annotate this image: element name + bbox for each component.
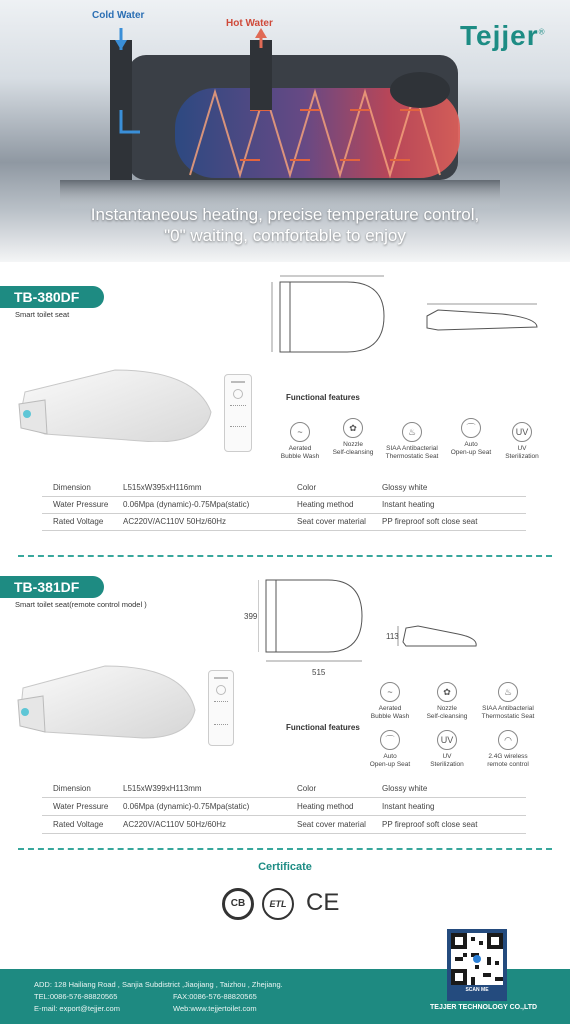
feature-nozzle-self-cleansing <box>324 418 382 457</box>
feature-line1: Aerated <box>378 705 402 712</box>
feature-uv-sterilization <box>493 422 551 461</box>
spec-label-dimension: Dimension <box>53 483 91 492</box>
scan-me-label: SCAN ME <box>465 987 489 993</box>
auto-open-icon: ⌒ <box>461 418 481 438</box>
feature-line1: Auto <box>464 441 478 448</box>
feature-line1: Aerated <box>288 445 312 452</box>
feature-nozzle-self-cleansing <box>418 682 476 721</box>
spec-value-dimension: L515xW395xH116mm <box>123 483 202 492</box>
feature-line1: SIAA Antibacterial <box>386 445 438 452</box>
cb-mark-icon <box>222 888 254 920</box>
etl-mark-text: ETL <box>269 899 287 909</box>
company-name: TEJJER TECHNOLOGY CO.,LTD <box>430 1004 538 1011</box>
tb380df-technical-drawing <box>262 272 557 362</box>
spec-value-dimension: L515xW399xH113mm <box>123 784 202 793</box>
spec-label-heating-method: Heating method <box>297 500 354 509</box>
brand-logo <box>460 20 546 52</box>
feature-thermostatic-seat <box>379 422 445 461</box>
dimension-width-label: 515 <box>312 668 326 677</box>
section-divider <box>18 848 552 850</box>
uv-icon: UV <box>512 422 532 442</box>
headline <box>0 204 570 246</box>
feature-line1: SIAA Antibacterial <box>482 705 534 712</box>
spec-divider <box>42 513 526 514</box>
nozzle-icon: ✿ <box>343 418 363 438</box>
aerated-bubble-icon: ~ <box>380 682 400 702</box>
spec-label-color: Color <box>297 784 317 793</box>
functional-features-title: Functional features <box>286 723 360 732</box>
feature-line2: Thermostatic Seat <box>385 453 439 460</box>
hot-water-label: Hot Water <box>226 18 273 29</box>
feature-aerated-bubble-wash <box>361 682 419 721</box>
spec-label-seat-cover: Seat cover material <box>297 517 366 526</box>
spec-value-heating-method: Instant heating <box>382 802 435 811</box>
spec-value-seat-cover: PP fireproof soft close seat <box>382 517 478 526</box>
tb380df-seat-image <box>15 362 215 442</box>
tb380df-control-panel <box>224 374 252 452</box>
aerated-bubble-icon: ~ <box>290 422 310 442</box>
footer-tel: TEL:0086-576-88820565 <box>34 992 118 1001</box>
spec-value-color: Glossy white <box>382 784 428 793</box>
headline-line-2: "0" waiting, comfortable to enjoy <box>164 226 406 245</box>
model-tag-tb380df: TB-380DF <box>0 286 104 308</box>
headline-line-1: Instantaneous heating, precise temperature control, <box>90 205 480 224</box>
spec-divider <box>42 530 526 531</box>
feature-line2: Sterilization <box>430 761 464 768</box>
feature-line2: Sterilization <box>505 453 539 460</box>
product-subtitle: Smart toilet seat <box>15 310 70 319</box>
spec-label-rated-voltage: Rated Voltage <box>53 517 104 526</box>
cb-mark-text: CB <box>230 898 246 909</box>
spec-divider <box>42 496 526 497</box>
footer-address: ADD: 128 Hailiang Road , Sanjia Subdistrict ,Jiaojiang , Taizhou , Zhejiang. <box>34 980 283 989</box>
spec-value-rated-voltage: AC220V/AC110V 50Hz/60Hz <box>123 517 227 526</box>
feature-line1: UV <box>442 753 452 760</box>
spec-label-dimension: Dimension <box>53 784 91 793</box>
spec-label-color: Color <box>297 483 317 492</box>
feature-uv-sterilization <box>418 730 476 769</box>
product-subtitle: Smart toilet seat(remote control model ) <box>15 600 147 609</box>
feature-thermostatic-seat <box>474 682 542 721</box>
footer-email[interactable]: E-mail: export@tejjer.com <box>34 1004 120 1013</box>
functional-features-title: Functional features <box>286 393 360 402</box>
footer-fax: FAX:0086-576-88820565 <box>173 992 257 1001</box>
registered-mark: ® <box>538 27 546 37</box>
spec-divider <box>42 833 526 834</box>
thermostat-icon: ♨ <box>402 422 422 442</box>
tb381df-remote-control <box>208 670 234 746</box>
feature-auto-open-seat <box>442 418 500 457</box>
spec-value-color: Glossy white <box>382 483 428 492</box>
feature-line2: Open-up Seat <box>369 761 411 768</box>
thermostat-icon: ♨ <box>498 682 518 702</box>
auto-open-icon: ⌒ <box>380 730 400 750</box>
brand-name: Tejjer <box>460 20 539 51</box>
feature-line1: Nozzle <box>343 441 363 448</box>
spec-divider <box>42 797 526 798</box>
feature-line2: Thermostatic Seat <box>481 713 535 720</box>
dimension-height-label: 399 <box>244 612 258 621</box>
cold-water-label: Cold Water <box>92 10 145 21</box>
feature-line1: 2.4G wireless <box>488 753 528 760</box>
qr-code[interactable] <box>451 933 503 985</box>
model-tag-tb381df: TB-381DF <box>0 576 104 598</box>
spec-value-seat-cover: PP fireproof soft close seat <box>382 820 478 829</box>
nozzle-icon: ✿ <box>437 682 457 702</box>
feature-line2: Bubble Wash <box>280 453 320 460</box>
spec-value-water-pressure: 0.06Mpa (dynamic)-0.75Mpa(static) <box>123 500 250 509</box>
feature-aerated-bubble-wash <box>271 422 329 461</box>
spec-value-rated-voltage: AC220V/AC110V 50Hz/60Hz <box>123 820 227 829</box>
feature-line2: Open-up Seat <box>450 449 492 456</box>
wireless-icon: ◠ <box>498 730 518 750</box>
spec-value-water-pressure: 0.06Mpa (dynamic)-0.75Mpa(static) <box>123 802 250 811</box>
spec-divider <box>42 815 526 816</box>
feature-auto-open-seat <box>361 730 419 769</box>
tb381df-seat-image <box>15 660 200 740</box>
dimension-side-label: 113 <box>386 632 399 641</box>
ce-mark-icon: CE <box>306 889 340 916</box>
feature-line2: Self-cleansing <box>332 449 374 456</box>
uv-icon: UV <box>437 730 457 750</box>
hero-banner <box>0 0 570 262</box>
feature-line2: remote control <box>487 761 529 768</box>
tb381df-technical-drawing <box>258 576 558 676</box>
section-divider <box>18 555 552 557</box>
feature-line1: UV <box>517 445 527 452</box>
spec-label-seat-cover: Seat cover material <box>297 820 366 829</box>
feature-line2: Self-cleansing <box>426 713 468 720</box>
feature-line2: Bubble Wash <box>370 713 410 720</box>
feature-line1: Auto <box>383 753 397 760</box>
qr-code-pattern <box>451 933 503 985</box>
spec-label-heating-method: Heating method <box>297 802 354 811</box>
certificate-title: Certificate <box>258 861 312 873</box>
footer-website[interactable]: Web:www.tejjertoilet.com <box>173 1004 257 1013</box>
spec-value-heating-method: Instant heating <box>382 500 435 509</box>
feature-wireless-remote <box>479 730 537 769</box>
spec-label-water-pressure: Water Pressure <box>53 500 109 509</box>
spec-label-water-pressure: Water Pressure <box>53 802 109 811</box>
etl-mark-icon <box>262 888 294 920</box>
feature-line1: Nozzle <box>437 705 457 712</box>
spec-label-rated-voltage: Rated Voltage <box>53 820 104 829</box>
